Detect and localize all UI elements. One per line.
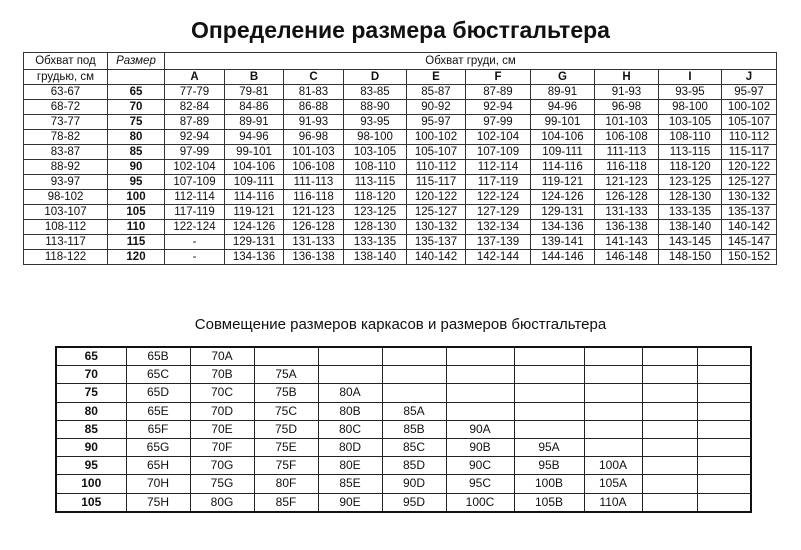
equivalent-size-cell: [446, 402, 514, 420]
band-size-cell: 85: [56, 420, 126, 438]
bust-range-cell: 107-109: [165, 175, 225, 190]
bust-range-cell: 106-108: [595, 130, 659, 145]
equivalent-size-cell: 70A: [190, 347, 254, 366]
bust-range-cell: 96-98: [284, 130, 344, 145]
table-row: [56, 384, 751, 402]
equivalent-size-cell: [642, 493, 697, 512]
bust-range-cell: 104-106: [225, 160, 284, 175]
bust-range-cell: 109-111: [225, 175, 284, 190]
table-row: [24, 235, 777, 250]
table-row: [24, 160, 777, 175]
equivalent-size-cell: 85E: [318, 475, 382, 493]
table-row: [24, 175, 777, 190]
bust-range-cell: 113-115: [344, 175, 407, 190]
cup-header: J: [722, 70, 777, 85]
equivalent-size-cell: 80E: [318, 457, 382, 475]
bust-range-cell: 95-97: [722, 85, 777, 100]
size-cell: 85: [108, 145, 165, 160]
size-cell: 110: [108, 220, 165, 235]
bust-range-cell: 109-111: [531, 145, 595, 160]
underbust-cell: 118-122: [24, 250, 108, 265]
bust-range-cell: 126-128: [595, 190, 659, 205]
bust-range-cell: 92-94: [466, 100, 531, 115]
equivalent-size-cell: [514, 420, 584, 438]
equivalent-size-cell: 65C: [126, 366, 190, 384]
equivalent-size-cell: 65D: [126, 384, 190, 402]
equivalent-size-cell: [697, 347, 751, 366]
equivalent-size-cell: 75E: [254, 438, 318, 456]
equivalent-size-cell: [697, 384, 751, 402]
underbust-header-line1: Обхват под: [35, 55, 96, 67]
underbust-cell: 103-107: [24, 205, 108, 220]
equivalent-size-cell: [382, 347, 446, 366]
size-cell: 115: [108, 235, 165, 250]
equivalent-size-cell: [514, 402, 584, 420]
equivalent-size-cell: [642, 438, 697, 456]
equivalent-size-cell: 65B: [126, 347, 190, 366]
bust-header: Обхват груди, см: [165, 53, 777, 70]
band-size-cell: 95: [56, 457, 126, 475]
bust-range-cell: 146-148: [595, 250, 659, 265]
equivalent-size-cell: [584, 366, 642, 384]
equivalent-size-cell: [446, 366, 514, 384]
equivalent-size-cell: 90E: [318, 493, 382, 512]
size-cell: 120: [108, 250, 165, 265]
bust-range-cell: 118-120: [344, 190, 407, 205]
band-size-cell: 100: [56, 475, 126, 493]
bust-range-cell: 96-98: [595, 100, 659, 115]
bust-range-cell: 98-100: [344, 130, 407, 145]
equivalent-size-cell: 85C: [382, 438, 446, 456]
table-row: [56, 457, 751, 475]
size-cell: 95: [108, 175, 165, 190]
underbust-cell: 98-102: [24, 190, 108, 205]
bust-range-cell: 119-121: [225, 205, 284, 220]
cup-header: H: [595, 70, 659, 85]
equivalent-size-cell: 100B: [514, 475, 584, 493]
equivalent-size-cell: [642, 402, 697, 420]
bust-range-cell: 150-152: [722, 250, 777, 265]
bust-range-cell: 81-83: [284, 85, 344, 100]
bust-range-cell: 91-93: [284, 115, 344, 130]
bust-range-cell: 116-118: [284, 190, 344, 205]
bust-range-cell: 135-137: [407, 235, 466, 250]
equivalent-size-cell: 70C: [190, 384, 254, 402]
equivalent-size-cell: 70H: [126, 475, 190, 493]
bust-range-cell: 128-130: [659, 190, 722, 205]
size-table: [23, 52, 777, 265]
equivalent-size-cell: 70G: [190, 457, 254, 475]
equivalent-size-cell: 95B: [514, 457, 584, 475]
bust-range-cell: 94-96: [225, 130, 284, 145]
table-row: [56, 347, 751, 366]
band-size-cell: 90: [56, 438, 126, 456]
bust-range-cell: 133-135: [659, 205, 722, 220]
equivalent-size-cell: 95D: [382, 493, 446, 512]
bust-range-cell: 140-142: [722, 220, 777, 235]
equivalent-size-cell: [697, 420, 751, 438]
equivalent-size-cell: 100A: [584, 457, 642, 475]
equivalent-size-cell: [697, 475, 751, 493]
cup-header: C: [284, 70, 344, 85]
bust-range-cell: 110-112: [722, 130, 777, 145]
bust-range-cell: 119-121: [531, 175, 595, 190]
equivalent-size-cell: [642, 457, 697, 475]
bust-range-cell: 89-91: [531, 85, 595, 100]
bust-range-cell: 120-122: [722, 160, 777, 175]
bust-range-cell: 145-147: [722, 235, 777, 250]
equivalent-size-cell: 100C: [446, 493, 514, 512]
underbust-cell: 83-87: [24, 145, 108, 160]
bust-range-cell: 132-134: [466, 220, 531, 235]
table-row: [56, 475, 751, 493]
bust-range-cell: 89-91: [225, 115, 284, 130]
size-header: Размер: [108, 53, 165, 70]
bust-range-cell: 148-150: [659, 250, 722, 265]
bust-range-cell: 129-131: [531, 205, 595, 220]
equivalent-size-cell: 80B: [318, 402, 382, 420]
cup-header: D: [344, 70, 407, 85]
bust-range-cell: 105-107: [407, 145, 466, 160]
bust-range-cell: 111-113: [595, 145, 659, 160]
table-row: [24, 115, 777, 130]
bust-range-cell: 84-86: [225, 100, 284, 115]
bust-range-cell: 136-138: [284, 250, 344, 265]
table-row: [24, 205, 777, 220]
equivalent-size-cell: [642, 347, 697, 366]
bust-range-cell: 103-105: [659, 115, 722, 130]
size-cell: 100: [108, 190, 165, 205]
bust-range-cell: 88-90: [344, 100, 407, 115]
table-row: [56, 438, 751, 456]
equivalent-size-cell: 80C: [318, 420, 382, 438]
cup-header: F: [466, 70, 531, 85]
equivalent-size-cell: [584, 402, 642, 420]
equivalent-size-cell: 90C: [446, 457, 514, 475]
equivalent-size-cell: 95A: [514, 438, 584, 456]
bust-range-cell: 117-119: [466, 175, 531, 190]
bust-range-cell: 134-136: [531, 220, 595, 235]
table-row: [56, 402, 751, 420]
table-row: [24, 145, 777, 160]
table-row: [24, 220, 777, 235]
equivalent-size-cell: 90B: [446, 438, 514, 456]
equivalent-size-cell: 105B: [514, 493, 584, 512]
size-cell: 90: [108, 160, 165, 175]
equivalent-size-cell: [642, 420, 697, 438]
bust-range-cell: 105-107: [722, 115, 777, 130]
equivalent-size-cell: 75G: [190, 475, 254, 493]
table-row: [24, 250, 777, 265]
bust-range-cell: -: [165, 235, 225, 250]
bust-range-cell: 140-142: [407, 250, 466, 265]
equivalent-size-cell: 80A: [318, 384, 382, 402]
table-row: [56, 366, 751, 384]
bust-range-cell: 99-101: [531, 115, 595, 130]
equivalent-size-cell: 110A: [584, 493, 642, 512]
bust-range-cell: 99-101: [225, 145, 284, 160]
underbust-cell: 68-72: [24, 100, 108, 115]
bust-range-cell: 77-79: [165, 85, 225, 100]
bust-range-cell: 107-109: [466, 145, 531, 160]
bust-range-cell: 124-126: [531, 190, 595, 205]
equivalent-size-cell: 90D: [382, 475, 446, 493]
frame-size-table: [55, 346, 752, 513]
equivalent-size-cell: 70E: [190, 420, 254, 438]
bust-range-cell: 113-115: [659, 145, 722, 160]
cup-header: B: [225, 70, 284, 85]
bust-range-cell: 122-124: [165, 220, 225, 235]
equivalent-size-cell: [697, 438, 751, 456]
equivalent-size-cell: 105A: [584, 475, 642, 493]
cup-header: G: [531, 70, 595, 85]
underbust-cell: 113-117: [24, 235, 108, 250]
equivalent-size-cell: 70B: [190, 366, 254, 384]
bust-range-cell: 90-92: [407, 100, 466, 115]
underbust-cell: 78-82: [24, 130, 108, 145]
bust-range-cell: 79-81: [225, 85, 284, 100]
band-size-cell: 75: [56, 384, 126, 402]
underbust-cell: 73-77: [24, 115, 108, 130]
bust-range-cell: 83-85: [344, 85, 407, 100]
equivalent-size-cell: 65E: [126, 402, 190, 420]
equivalent-size-cell: 70F: [190, 438, 254, 456]
size-cell: 65: [108, 85, 165, 100]
table-row: [24, 130, 777, 145]
bust-range-cell: 121-123: [595, 175, 659, 190]
bust-range-cell: 92-94: [165, 130, 225, 145]
bust-range-cell: 97-99: [165, 145, 225, 160]
bust-range-cell: 86-88: [284, 100, 344, 115]
bust-range-cell: 131-133: [595, 205, 659, 220]
size-cell: 75: [108, 115, 165, 130]
bust-range-cell: 103-105: [344, 145, 407, 160]
equivalent-size-cell: 80F: [254, 475, 318, 493]
bust-range-cell: 114-116: [225, 190, 284, 205]
equivalent-size-cell: [318, 347, 382, 366]
bust-range-cell: 144-146: [531, 250, 595, 265]
bust-range-cell: 134-136: [225, 250, 284, 265]
section-subtitle: Совмещение размеров каркасов и размеров бюстгальтера: [194, 316, 607, 333]
bust-range-cell: 111-113: [284, 175, 344, 190]
bust-range-cell: 130-132: [722, 190, 777, 205]
bust-range-cell: 133-135: [344, 235, 407, 250]
bust-range-cell: 93-95: [659, 85, 722, 100]
bust-range-cell: 94-96: [531, 100, 595, 115]
bust-range-cell: 136-138: [595, 220, 659, 235]
bust-range-cell: 106-108: [284, 160, 344, 175]
table-row: [24, 190, 777, 205]
equivalent-size-cell: 75C: [254, 402, 318, 420]
cup-header: A: [165, 70, 225, 85]
bust-range-cell: 137-139: [466, 235, 531, 250]
equivalent-size-cell: 85D: [382, 457, 446, 475]
equivalent-size-cell: [584, 420, 642, 438]
equivalent-size-cell: 75B: [254, 384, 318, 402]
equivalent-size-cell: [642, 475, 697, 493]
equivalent-size-cell: [697, 402, 751, 420]
equivalent-size-cell: [514, 347, 584, 366]
bust-range-cell: 125-127: [722, 175, 777, 190]
equivalent-size-cell: [697, 366, 751, 384]
equivalent-size-cell: [697, 493, 751, 512]
equivalent-size-cell: 65H: [126, 457, 190, 475]
bust-range-cell: 108-110: [344, 160, 407, 175]
bust-range-cell: 112-114: [165, 190, 225, 205]
bust-range-cell: -: [165, 250, 225, 265]
bust-range-cell: 127-129: [466, 205, 531, 220]
equivalent-size-cell: 65F: [126, 420, 190, 438]
bust-range-cell: 130-132: [407, 220, 466, 235]
equivalent-size-cell: [254, 347, 318, 366]
equivalent-size-cell: [584, 347, 642, 366]
equivalent-size-cell: [382, 384, 446, 402]
bust-range-cell: 122-124: [466, 190, 531, 205]
equivalent-size-cell: 75D: [254, 420, 318, 438]
equivalent-size-cell: 80D: [318, 438, 382, 456]
underbust-header-line2: грудью, см: [36, 71, 95, 83]
underbust-cell: 88-92: [24, 160, 108, 175]
bust-range-cell: 87-89: [466, 85, 531, 100]
bust-range-cell: 108-110: [659, 130, 722, 145]
equivalent-size-cell: 85F: [254, 493, 318, 512]
equivalent-size-cell: [514, 384, 584, 402]
bust-range-cell: 82-84: [165, 100, 225, 115]
size-header-empty: [108, 70, 165, 85]
bust-range-cell: 87-89: [165, 115, 225, 130]
cup-header: I: [659, 70, 722, 85]
band-size-cell: 65: [56, 347, 126, 366]
equivalent-size-cell: [446, 384, 514, 402]
bust-range-cell: 118-120: [659, 160, 722, 175]
bust-range-cell: 110-112: [407, 160, 466, 175]
bust-range-cell: 117-119: [165, 205, 225, 220]
bust-range-cell: 135-137: [722, 205, 777, 220]
equivalent-size-cell: [584, 384, 642, 402]
equivalent-size-cell: 75H: [126, 493, 190, 512]
equivalent-size-cell: [382, 366, 446, 384]
bust-range-cell: 126-128: [284, 220, 344, 235]
table-row: [24, 85, 777, 100]
bust-range-cell: 139-141: [531, 235, 595, 250]
bust-range-cell: 121-123: [284, 205, 344, 220]
bust-range-cell: 138-140: [659, 220, 722, 235]
band-size-cell: 70: [56, 366, 126, 384]
bust-range-cell: 100-102: [407, 130, 466, 145]
band-size-cell: 105: [56, 493, 126, 512]
equivalent-size-cell: [446, 347, 514, 366]
equivalent-size-cell: 95C: [446, 475, 514, 493]
equivalent-size-cell: [642, 366, 697, 384]
cup-header: E: [407, 70, 466, 85]
bust-range-cell: 115-117: [407, 175, 466, 190]
equivalent-size-cell: [697, 457, 751, 475]
band-size-cell: 80: [56, 402, 126, 420]
equivalent-size-cell: [642, 384, 697, 402]
bust-range-cell: 142-144: [466, 250, 531, 265]
equivalent-size-cell: 80G: [190, 493, 254, 512]
equivalent-size-cell: 75A: [254, 366, 318, 384]
underbust-cell: 93-97: [24, 175, 108, 190]
bust-range-cell: 98-100: [659, 100, 722, 115]
equivalent-size-cell: 90A: [446, 420, 514, 438]
bust-range-cell: 93-95: [344, 115, 407, 130]
underbust-header: [24, 53, 108, 70]
bust-range-cell: 120-122: [407, 190, 466, 205]
table-row: [56, 493, 751, 512]
bust-range-cell: 102-104: [466, 130, 531, 145]
bust-range-cell: 101-103: [595, 115, 659, 130]
equivalent-size-cell: [514, 366, 584, 384]
equivalent-size-cell: 75F: [254, 457, 318, 475]
bust-range-cell: 102-104: [165, 160, 225, 175]
bust-range-cell: 95-97: [407, 115, 466, 130]
bust-range-cell: 116-118: [595, 160, 659, 175]
bust-range-cell: 138-140: [344, 250, 407, 265]
table-row: [56, 420, 751, 438]
bust-range-cell: 123-125: [659, 175, 722, 190]
size-cell: 70: [108, 100, 165, 115]
bust-range-cell: 141-143: [595, 235, 659, 250]
table-row: [24, 100, 777, 115]
bust-range-cell: 112-114: [466, 160, 531, 175]
bust-range-cell: 128-130: [344, 220, 407, 235]
underbust-cell: 63-67: [24, 85, 108, 100]
bust-range-cell: 143-145: [659, 235, 722, 250]
equivalent-size-cell: 85A: [382, 402, 446, 420]
equivalent-size-cell: [584, 438, 642, 456]
underbust-cell: 108-112: [24, 220, 108, 235]
equivalent-size-cell: [318, 366, 382, 384]
equivalent-size-cell: 70D: [190, 402, 254, 420]
size-cell: 80: [108, 130, 165, 145]
bust-range-cell: 104-106: [531, 130, 595, 145]
bust-range-cell: 124-126: [225, 220, 284, 235]
bust-range-cell: 114-116: [531, 160, 595, 175]
bust-range-cell: 125-127: [407, 205, 466, 220]
bust-range-cell: 101-103: [284, 145, 344, 160]
page-title: Определение размера бюстгальтера: [191, 17, 610, 43]
size-cell: 105: [108, 205, 165, 220]
underbust-header-cont: [24, 70, 108, 85]
bust-range-cell: 115-117: [722, 145, 777, 160]
bust-range-cell: 85-87: [407, 85, 466, 100]
bust-range-cell: 100-102: [722, 100, 777, 115]
bust-range-cell: 129-131: [225, 235, 284, 250]
equivalent-size-cell: 65G: [126, 438, 190, 456]
equivalent-size-cell: 85B: [382, 420, 446, 438]
bust-range-cell: 91-93: [595, 85, 659, 100]
bust-range-cell: 123-125: [344, 205, 407, 220]
bust-range-cell: 131-133: [284, 235, 344, 250]
bust-range-cell: 97-99: [466, 115, 531, 130]
